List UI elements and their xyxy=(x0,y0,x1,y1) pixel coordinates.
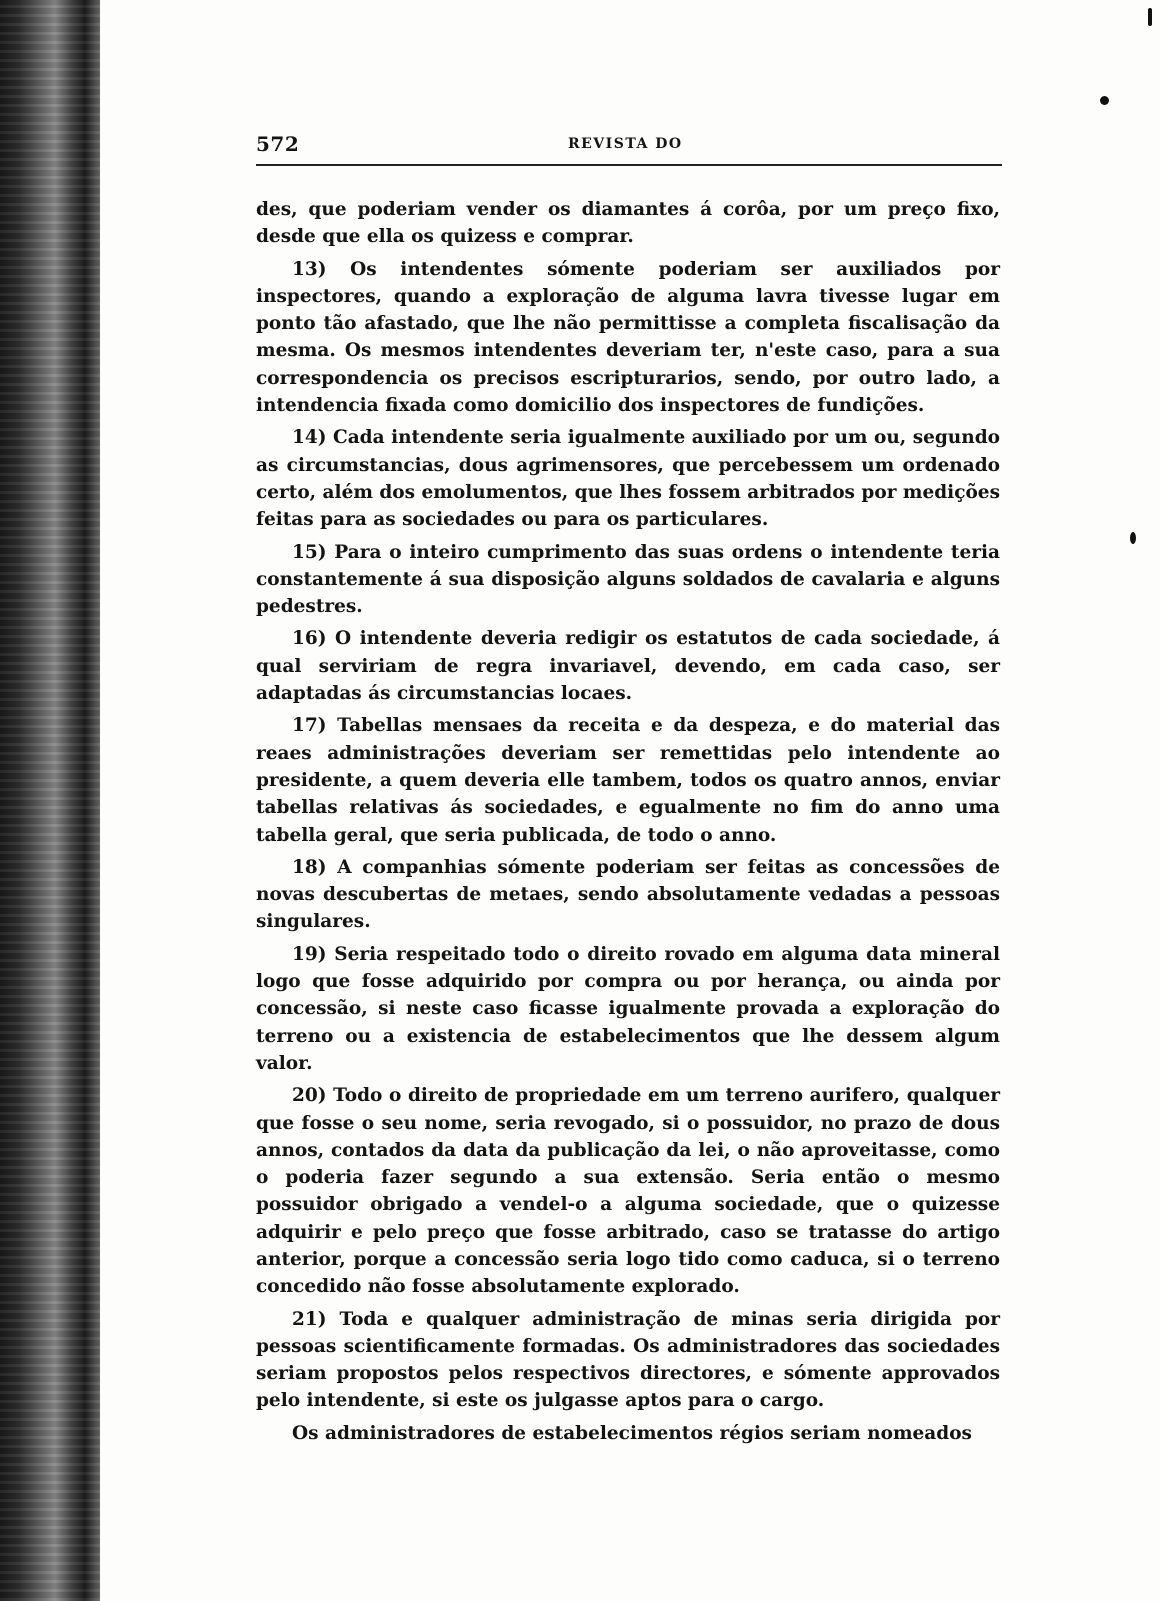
paragraph: 16) O intendente deveria redigir os estatutos de cada sociedade, á qual serviriam de regra invariavel, devendo, em cada caso, ser adaptadas ás circumstancias locaes. xyxy=(256,628,1000,705)
paragraph: des, que poderiam vender os diamantes á corôa, por um preço fixo, desde que ella os quizess e comprar. xyxy=(256,199,1000,248)
page-number: 572 xyxy=(256,132,300,156)
paragraph: 13) Os intendentes sómente poderiam ser auxiliados por inspectores, quando a exploração de alguma lavra tivesse lugar em ponto tão afastado, que lhe não permittisse a completa fiscalisação da mesma. Os mesmos intendentes deveriam ter, n'este caso, para a sua correspondencia os precisos escripturarios, sendo, por outro lado, a intendencia fixada como domicilio dos inspectores de fundições. xyxy=(256,258,1000,417)
ink-speck xyxy=(1148,8,1152,26)
running-title: REVISTA DO xyxy=(568,136,683,152)
ink-speck xyxy=(1130,532,1136,544)
ink-speck xyxy=(1100,96,1109,105)
paragraph: 21) Toda e qualquer administração de minas seria dirigida por pessoas scientificamente formadas. Os administradores das sociedades seriam propostos pelos respectivos directores, e sómente approvados pelo intendente, si este os julgasse aptos para o cargo. xyxy=(256,1308,1000,1412)
header-rule xyxy=(256,164,1002,166)
paragraph: 18) A companhias sómente poderiam ser feitas as concessões de novas descubertas de metaes, sendo absolutamente vedadas a pessoas singulares. xyxy=(256,856,1000,933)
paragraph: 20) Todo o direito de propriedade em um terreno aurifero, qualquer que fosse o seu nome, seria revogado, si o possuidor, no prazo de dous annos, contados da data da publicação da lei, o não aproveitasse, como o poderia fazer segundo a sua extensão. Seria então o mesmo possuidor obrigado a vendel-o a alguma sociedade, que o quizesse adquirir e pelo preço que fosse arbitrado, caso se tratasse do artigo anterior, porque a concessão seria logo tido como caduca, si o terreno concedido não fosse absolutamente explorado. xyxy=(256,1085,1000,1298)
paragraph: 15) Para o inteiro cumprimento das suas ordens o intendente teria constantemente á sua disposição alguns soldados de cavalaria e alguns pedestres. xyxy=(256,541,1000,618)
body-text xyxy=(256,196,1000,1452)
paragraph: 14) Cada intendente seria igualmente auxiliado por um ou, segundo as circumstancias, dous agrimensores, que percebessem um ordenado certo, além dos emolumentos, que lhes fossem arbitrados por medições feitas para as sociedades ou para os particulares. xyxy=(256,427,1000,531)
book-binding-edge xyxy=(0,0,100,1601)
paragraph: Os administradores de estabelecimentos régios seriam nomeados xyxy=(292,1422,972,1444)
paragraph: 17) Tabellas mensaes da receita e da despeza, e do material das reaes administrações deveriam ser remettidas pelo intendente ao presidente, a quem deveria elle tambem, todos os quatro annos, enviar tabellas relativas ás sociedades, e egualmente no fim do anno uma tabella geral, que seria publicada, de todo o anno. xyxy=(256,715,1000,846)
page-header xyxy=(256,132,1002,162)
paragraph: 19) Seria respeitado todo o direito rovado em alguma data mineral logo que fosse adquirido por compra ou por herança, ou ainda por concessão, si neste caso ficasse igualmente provada a exploração do terreno ou a existencia de estabelecimentos que lhe dessem algum valor. xyxy=(256,943,1000,1074)
